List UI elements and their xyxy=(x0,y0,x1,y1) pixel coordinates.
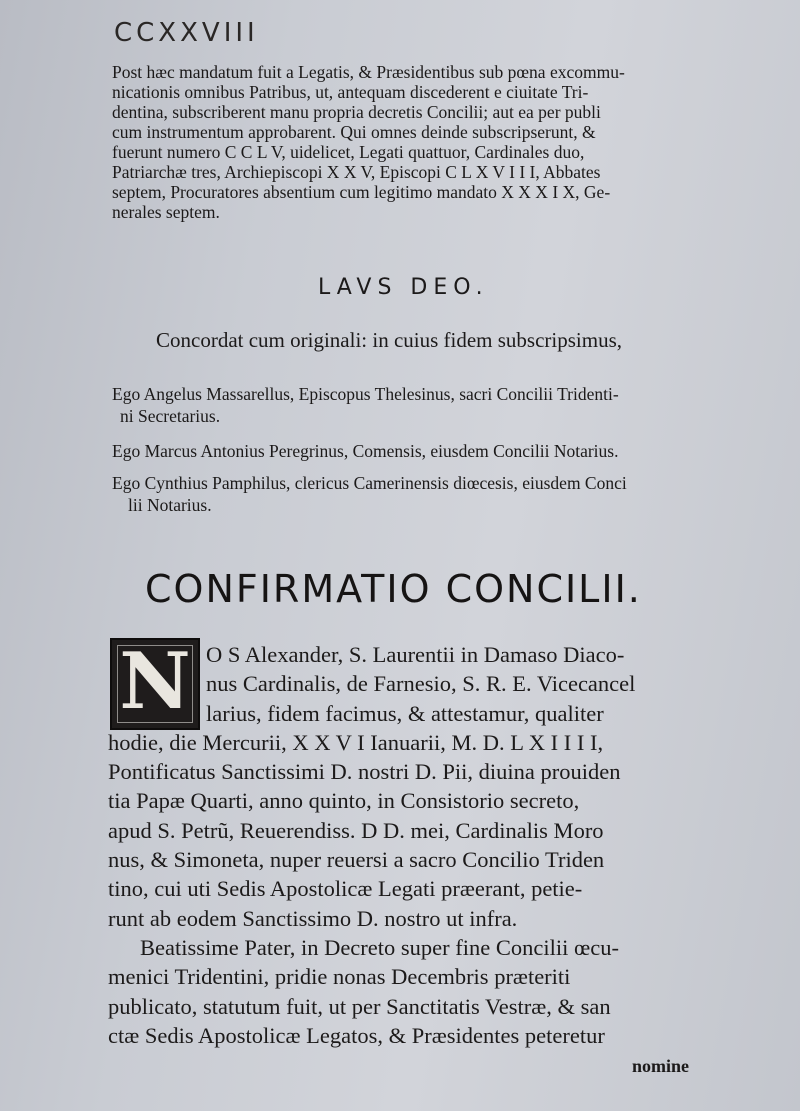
text-line: Patriarchæ tres, Archiepiscopi X X V, Episcopi C L X V I I I, Abbates xyxy=(112,162,601,182)
text-line: ctæ Sedis Apostolicæ Legatos, & Præsidentes peteretur xyxy=(108,1022,605,1048)
text-line: ni Secretarius. xyxy=(120,406,221,426)
text-line: tia Papæ Quarti, anno quinto, in Consistorio secreto, xyxy=(108,788,580,814)
text-line: fuerunt numero C C L V, uidelicet, Legati quattuor, Cardinales duo, xyxy=(112,142,585,162)
text-line: tino, cui uti Sedis Apostolicæ Legati præerant, petie- xyxy=(108,876,583,902)
closing-paragraph xyxy=(112,62,752,222)
text-line: nus, & Simoneta, nuper reuersi a sacro Concilio Triden xyxy=(108,847,605,873)
text-line: hodie, die Mercurii, X X V I Ianuarii, M. D. L X I I I I, xyxy=(108,729,604,755)
text-line: cum instrumentum approbarent. Qui omnes deinde subscripserunt, & xyxy=(112,122,596,142)
catchword: nomine xyxy=(632,1056,690,1076)
text-line: apud S. Petrũ, Reuerendiss. D D. mei, Cardinalis Moro xyxy=(108,817,604,843)
text-line: nerales septem. xyxy=(112,202,220,222)
text-line: Ego Cynthius Pamphilus, clericus Camerinensis diœcesis, eiusdem Conci xyxy=(112,473,627,493)
text-line: publicato, statutum fuit, ut per Sanctitatis Vestræ, & san xyxy=(108,993,611,1019)
concordat-line: Concordat cum originali: in cuius fidem subscripsimus, xyxy=(156,328,623,352)
text-line: Beatissime Pater, in Decreto super fine Concilii œcu- xyxy=(140,934,619,960)
text-line: Ego Angelus Massarellus, Episcopus Thelesinus, sacri Concilii Tridenti- xyxy=(112,384,619,404)
page-number: CCXXVIII xyxy=(114,18,259,48)
text-line: nicationis omnibus Patribus, ut, antequam discederent e ciuitate Tri- xyxy=(112,82,589,102)
text-line: Pontificatus Sanctissimi D. nostri D. Pii, diuina prouiden xyxy=(108,759,621,785)
text-line: Ego Marcus Antonius Peregrinus, Comensis, eiusdem Concilii Notarius. xyxy=(112,441,619,461)
text-line: dentina, subscriberent manu propria decretis Concilii; aut ea per publi xyxy=(112,102,601,122)
text-line: O S Alexander, S. Laurentii in Damaso Diaco- xyxy=(206,642,625,667)
text-line: runt ab eodem Sanctissimo D. nostro ut infra. xyxy=(108,905,518,931)
signature-pamphilus xyxy=(112,472,762,516)
text-line: lii Notarius. xyxy=(128,495,212,515)
text-line: nus Cardinalis, de Farnesio, S. R. E. Vicecancel xyxy=(206,671,636,697)
initial-letter: N xyxy=(119,636,191,727)
confirmation-paragraph xyxy=(108,636,758,1050)
section-title: CONFIRMATIO CONCILII. xyxy=(145,567,642,611)
text-line: septem, Procuratores absentium cum legitimo mandato X X X I X, Ge- xyxy=(112,182,611,202)
signature-massarellus xyxy=(112,383,762,427)
text-line: Post hæc mandatum fuit a Legatis, & Præsidentibus sub pœna excommu- xyxy=(112,62,625,82)
text-line: larius, fidem facimus, & attestamur, qualiter xyxy=(206,700,604,726)
signature-peregrinus xyxy=(112,440,762,462)
laus-deo-heading: LAVS DEO. xyxy=(318,275,489,300)
text-line: menici Tridentini, pridie nonas Decembris præteriti xyxy=(108,964,571,990)
